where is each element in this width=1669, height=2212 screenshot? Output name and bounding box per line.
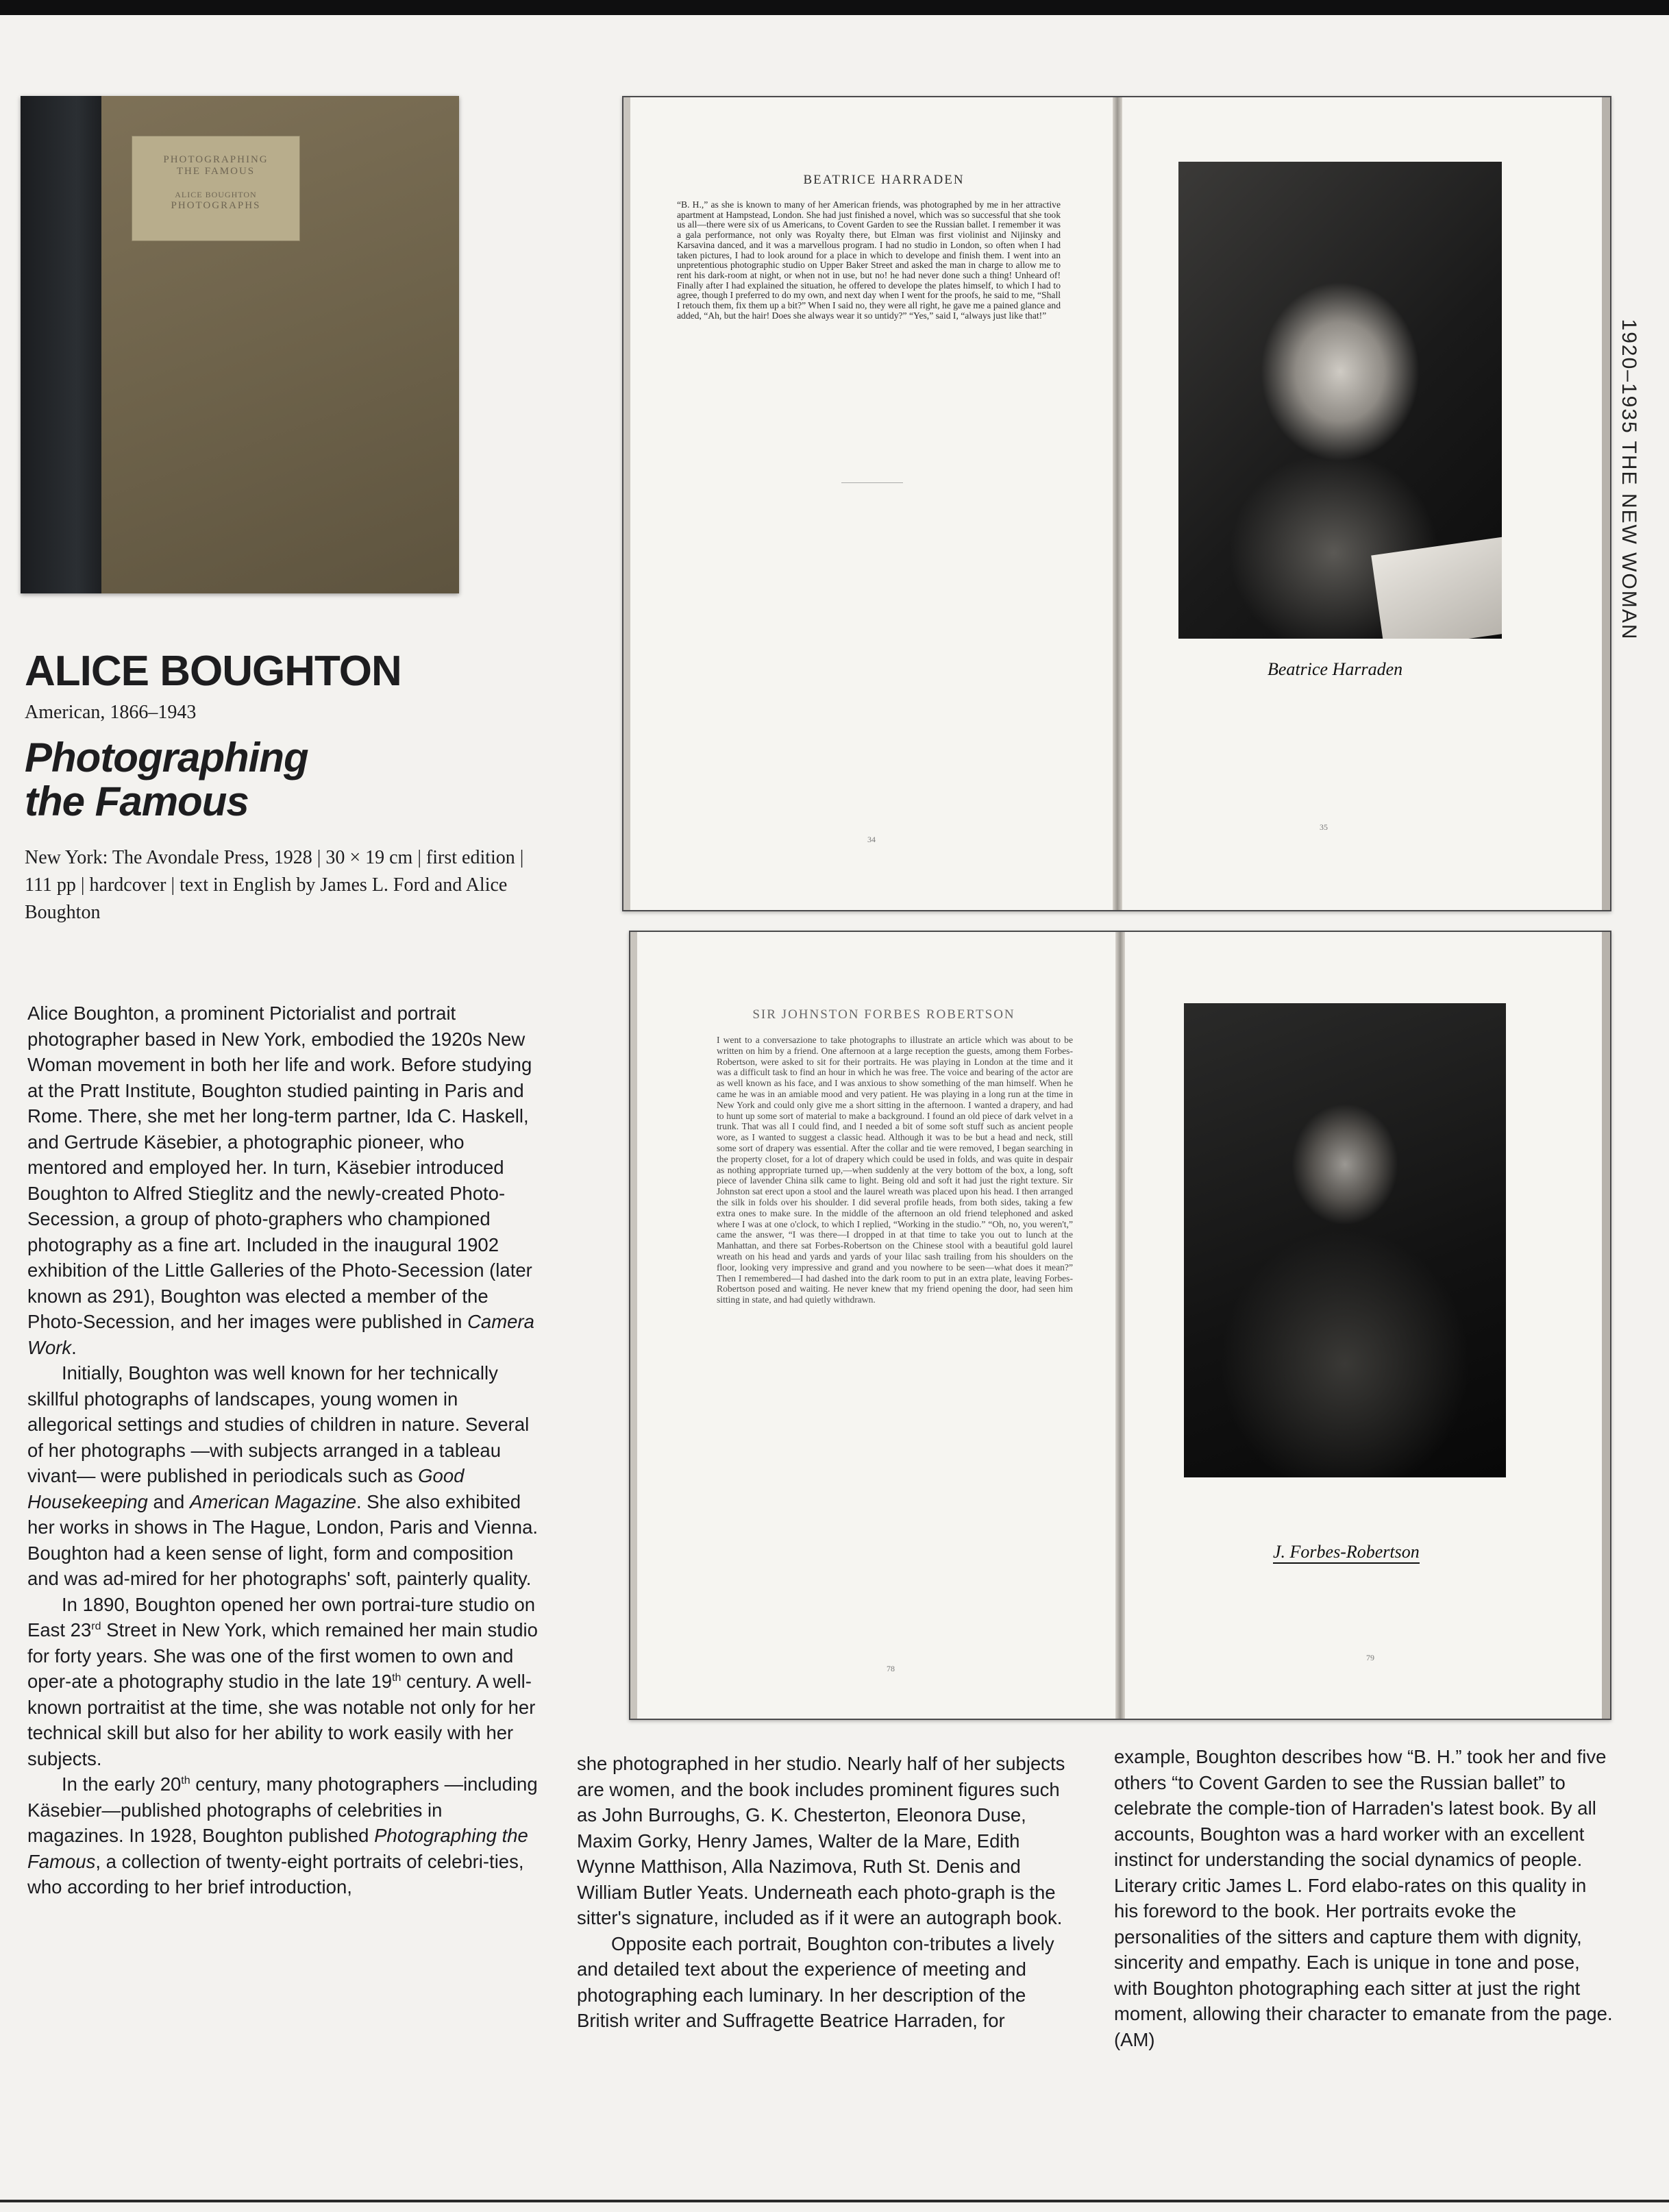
page-number: 34 <box>867 835 876 844</box>
page-number: 35 <box>1320 822 1328 832</box>
portrait-photo-harraden <box>1178 162 1502 639</box>
body-paragraph: Alice Boughton, a prominent Pictorialist and portrait photographer based in New York, embodied the 1920s New Woman movement in both her life and work. Before studying at the Pratt Institute, Boughton studied painting in Paris and Rome. There, she met her long-term partner, Ida C. Haskell, and Gertrude Käsebier, a photographic pioneer, who mentored and employed her. In turn, Käsebier introduced Boughton to Alfred Stieglitz and the newly-created Photo-Secession, a group of photo-graphers who championed photography as a fine art. Included in the inaugural 1902 exhibition of the Little Galleries of the Photo-Secession (later known as 291), Boughton was elected a member of the Photo-Secession, and her images were published in Camera Work. <box>27 1003 534 1358</box>
artist-lifespan: American, 1866–1943 <box>25 702 197 723</box>
page-rule <box>841 482 903 483</box>
book-spread-forbes-robertson <box>629 931 1611 1720</box>
cover-plate-line: THE FAMOUS <box>176 166 256 177</box>
cover-plate-line: ALICE BOUGHTON <box>175 190 257 199</box>
body-paragraph: she photographed in her studio. Nearly half of her subjects are women, and the book includes prominent figures such as John Burroughs, G. K. Chesterton, Eleonora Duse, Maxim Gorky, Henry James, Walter de la Mare, Edith Wynne Matthison, Alla Nazimova, Ruth St. Denis and William Butler Yeats. Underneath each photo-graph is the sitter's signature, included as if it were an autograph book. <box>577 1753 1065 1928</box>
section-label <box>1605 288 1653 672</box>
sitter-signature: J. Forbes-Robertson <box>1273 1542 1420 1564</box>
book-title-line: the Famous <box>25 778 249 824</box>
photo-paper-detail <box>1371 537 1502 639</box>
book-spine <box>21 96 101 593</box>
book-spread-harraden <box>622 96 1611 911</box>
page-number: 79 <box>1366 1653 1374 1662</box>
artist-name: ALICE BOUGHTON <box>25 648 401 695</box>
body-paragraph: In the early 20th century, many photographers —including Käsebier—published photographs of celebrities in magazines. In 1928, Boughton published Photographing the Famous, a collection of twenty-eight portraits of celebri-ties, who according to her brief introduction, <box>27 1773 538 1897</box>
page-number: 78 <box>887 1664 895 1673</box>
top-edge-bar <box>0 0 1669 15</box>
body-paragraph: In 1890, Boughton opened her own portrai-ture studio on East 23rd Street in New York, which remained her main studio for forty years. She was one of the first women to own and oper-ate a photography studio in the late 19th century. A well-known portraitist at the time, she was notable not only for her technical skill but also for her ability to work easily with her subjects. <box>27 1593 538 1769</box>
body-column-1 <box>27 1000 541 1900</box>
sitter-signature: Beatrice Harraden <box>1268 659 1403 679</box>
body-column-3 <box>1114 1744 1614 2052</box>
page-heading: SIR JOHNSTON FORBES ROBERTSON <box>752 1007 1015 1022</box>
section-label-text: 1920–1935 THE NEW WOMAN <box>1618 319 1640 641</box>
body-column-2 <box>577 1751 1070 2034</box>
page-edge <box>1602 932 1610 1719</box>
bottom-rule <box>0 2200 1669 2202</box>
body-paragraph: Opposite each portrait, Boughton con-tributes a lively and detailed text about the experience of meeting and photographing each luminary. In her description of the British writer and Suffragette Beatrice Harraden, for <box>577 1932 1054 2031</box>
portrait-photo-forbes-robertson <box>1184 1003 1506 1477</box>
body-paragraph: example, Boughton describes how “B. H.” took her and five others “to Covent Garden to see the Russian ballet” to celebrate the comple-tion of Harraden's latest book. By all accounts, Boughton was a hard worker with an excellent instinct for understanding the social dynamics of people. Literary critic James L. Ford elabo-rates on this quality in his foreword to the book. Her portraits evoke the personalities of the sitters and capture them with dignity, sincerity and empathy. Each is unique in tone and pose, with Boughton photographing each sitter at just the right moment, allowing their character to emanate from the page. (AM) <box>1114 1746 1613 2050</box>
book-title-line: Photographing <box>25 735 308 781</box>
page-edge <box>623 97 630 910</box>
book-gutter <box>1115 932 1125 1719</box>
book-cover-image <box>21 96 459 593</box>
book-gutter <box>1113 97 1122 910</box>
page-edge <box>630 932 637 1719</box>
body-paragraph: Initially, Boughton was well known for her technically skillful photographs of landscapes, young women in allegorical settings and studies of children in nature. Several of her photographs —with subjects arranged in a tableau vivant— were published in periodicals such as Good Housekeeping and American Magazine. She also exhibited her works in shows in The Hague, London, Paris and Vienna. Boughton had a keen sense of light, form and composition and was ad-mired for her photographs' soft, painterly quality. <box>27 1362 538 1589</box>
page-heading: BEATRICE HARRADEN <box>803 173 965 187</box>
page-text: “B. H.,” as she is known to many of her American friends, was photographed by me in her attractive apartment at Hampstead, London. She had just finished a novel, which was so successful that she took us all—there were six of us Americans, to Covent Garden to see the Russian ballet. I remember it was a gala performance, not only was Royalty there, but Elman was first violinist and Nijinsky and Karsavina danced, and it was a marvellous program. I had no studio in London, so often when I had taken pictures, I had to look around for a place in which to develope and finish them. I went into an unpretentious photographic studio on Upper Baker Street and asked the man in charge to allow me to rent his dark-room at night, or when not in use, but no! he had never done such a thing! Unheard of! Finally after I had explained the situation, he offered to develope the plates himself, to which I had to agree, though I preferred to do my own, and next day when I went for the proofs, he said to me, “Shall I retouch them, fix them up a bit?” When I said no, they were all right, he gave me a pained glance and added, “Ah, but the hair! Does she always wear it so untidy?” “Yes,” said I, “always just like that!” <box>677 199 1061 321</box>
cover-title-plate <box>132 136 300 241</box>
book-title <box>25 736 436 824</box>
publication-info: New York: The Avondale Press, 1928 | 30 × 19 cm | first edition | 111 pp | hardcover | text in English by James L. Ford and Alice Boughton <box>25 847 524 923</box>
cover-plate-line: PHOTOGRAPHS <box>171 200 261 211</box>
cover-plate-line: PHOTOGRAPHING <box>163 154 269 165</box>
page-text: I went to a conversazione to take photographs to illustrate an article which was about to be written on him by a friend. One afternoon at a large reception the guests, among them Forbes-Robertson, were asked to sit for their portraits. He was playing in London at the time and it was a difficult task to find an hour in which he was free. The voice and bearing of the actor are as well known as his face, and I was anxious to show something of the man himself. When he came he was in an amiable mood and very patient. He was playing in a long run at the time in New York and could only give me a short sitting in the afternoon. I wanted a drapery, and had to hunt up some sort of material to make a background. I found an old piece of dark velvet in a trunk. That was all I could find, and I needed a bit of some soft stuff such as ancient people wore, as I wanted to suggest a classic head. Although it was to be but a head and neck, still some sort of drapery was essential. After the collar and tie were removed, I began searching in the property closet, for a lot of drapery which could be used in folds, and was quite in despair as nothing appropriate turned up,—when suddenly at the very bottom of the box, a long, soft piece of lavender China silk came to light. Being old and soft it had just the right texture. Sir Johnston sat erect upon a stool and the laurel wreath was placed upon his head. I then arranged the silk in folds over his shoulder. I did several profile heads, from both sides, taking a few extra ones to make sure. In the middle of the afternoon an old friend telephoned and asked where I was at one o'clock, to which I replied, “Working in the studio.” “Oh, no, you weren't,” came the answer, “I was there—I dropped in at that time to take you out to lunch at the Manhattan, and there sat Forbes-Robertson on the Chinese stool with a beautiful gold laurel wreath on his head and yards and yards of your lilac sash trailing from his shoulders on the floor, looking very impressive and grand and you nowhere to be seen—what does it mean?” Then I remembered—I had dashed into the dark room to put in an extra plate, leaving Forbes-Robertson posed and waiting. He never knew that my friend opening the door, had seen him sitting in state, and had quietly withdrawn. <box>717 1035 1073 1305</box>
